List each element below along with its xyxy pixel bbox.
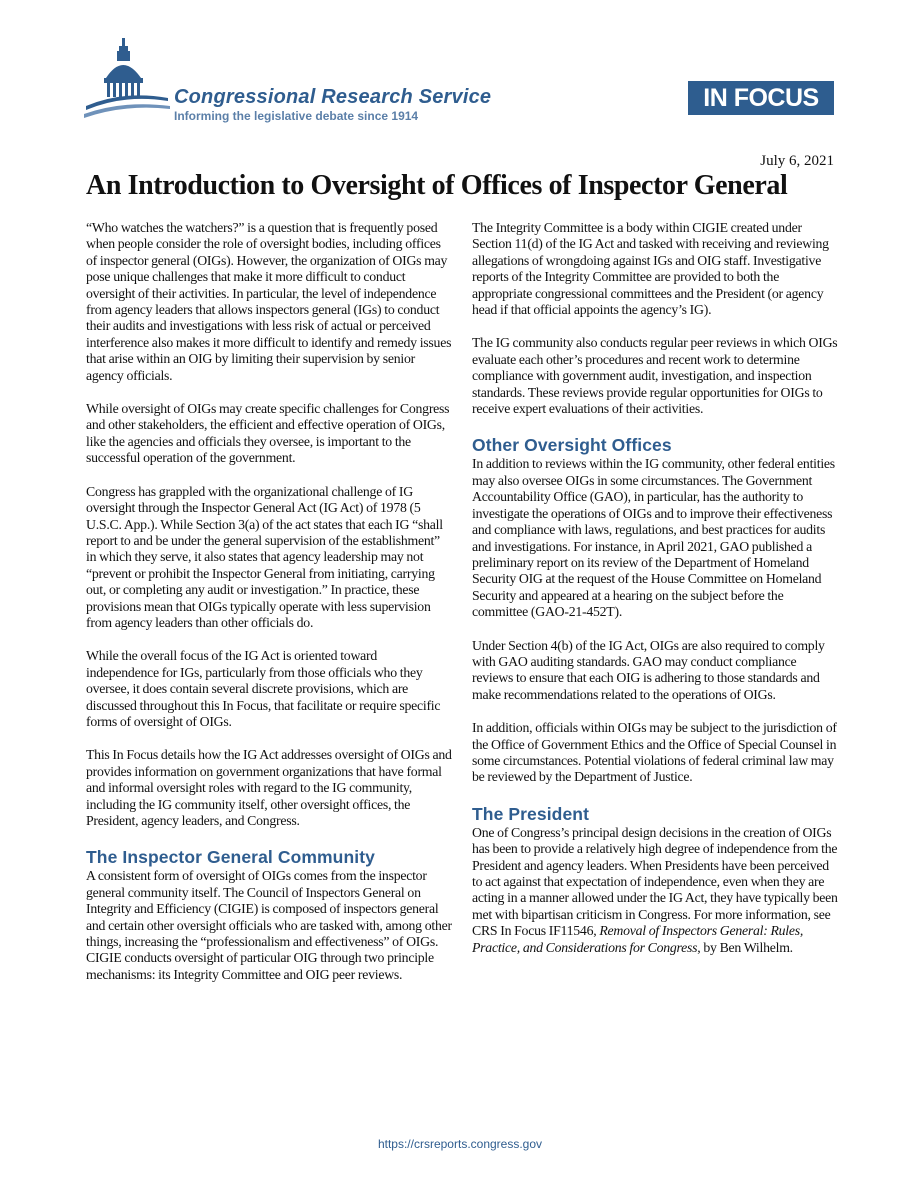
paragraph: This In Focus details how the IG Act addresses oversight of OIGs and provides information on government organizations that have formal and informal oversight roles with regard to the IG community, including the IG community itself, other oversight offices, the President, agency leaders, and Congress. xyxy=(86,747,452,828)
section-heading-president: The President xyxy=(472,803,590,824)
org-name: Congressional Research Service xyxy=(174,86,492,108)
paragraph: While the overall focus of the IG Act is oriented toward independence for IGs, particularly from those officials who they oversee, it does contain several discrete provisions, which are discussed throughout this In Focus, that facilitate or require specific forms of oversight of OIGs. xyxy=(86,648,441,729)
paragraph-text: One of Congress’s principal design decisions in the creation of OIGs has been to provide a relatively high degree of independence from the President and agency leaders. When Presidents have been perceived to act against that expectation of independence, even when they are acting in a manner allowed under the IG Act, they have typically been met with bipartisan criticism in Congress. For more information, see CRS In Focus IF11546, xyxy=(472,824,838,939)
report-title-reference: Removal of Inspectors General: Rules, Practice, and Considerations for Congress xyxy=(472,923,804,955)
right-column xyxy=(472,220,838,973)
paragraph: In addition, officials within OIGs may be subject to the jurisdiction of the Office of Government Ethics and the Office of Special Counsel in some circumstances. Potential violations of federal criminal law may be reviewed by the Department of Justice. xyxy=(472,720,837,785)
capitol-dome-icon xyxy=(84,38,170,120)
paragraph: In addition to reviews within the IG community, other federal entities may also oversee OIGs in some circumstances. The Government Accountability Office (GAO), in particular, has the authority to investigate the operations of OIGs and to improve their effectiveness and compliance with laws, regulations, and best practices for audits and investigations. For instance, in April 2021, GAO published a preliminary report on its review of the Department of Homeland Security OIG at the request of the House Committee on Homeland Security and appeared at a hearing on the subject before the committee (GAO-21-452T). xyxy=(472,456,835,620)
page-header xyxy=(0,0,920,140)
paragraph xyxy=(472,825,838,956)
left-column xyxy=(86,220,452,1000)
paragraph: The IG community also conducts regular peer reviews in which OIGs evaluate each other’s procedures and recent work to determine compliance with government audit, investigation, and inspection standards. These reviews provide regular opportunities for OIGs to receive expert evaluations of their activities. xyxy=(472,335,838,417)
paragraph: Congress has grappled with the organizational challenge of IG oversight through the Inspector General Act (IG Act) of 1978 (5 U.S.C. App.). While Section 3(a) of the act states that each IG “shall report to and be under the general supervision of the establishment” in which they serve, it also states that agency leadership may not “prevent or prohibit the Inspector General from initiating, carrying out, or completing any audit or investigation.” In practice, these provisions mean that OIGs typically operate with less supervision from agency leaders than other officials do. xyxy=(86,483,443,630)
in-focus-badge: IN FOCUS xyxy=(688,81,834,115)
paragraph: “Who watches the watchers?” is a question that is frequently posed when people consider the role of oversight bodies, including offices of inspector general (OIGs). However, the organization of OIGs may pose unique challenges that make it more difficult to conduct oversight of their activities. In particular, the level of independence from agency leaders that allows inspectors general (IGs) to conduct their audits and investigations with less risk of actual or perceived interference also makes it more difficult to identify and remedy issues that arise within an OIG by limiting their supervision by senior agency officials. xyxy=(86,220,452,383)
org-tagline: Informing the legislative debate since 1914 xyxy=(174,109,419,123)
paragraph-text-tail: , by Ben Wilhelm. xyxy=(697,939,793,955)
paragraph: The Integrity Committee is a body within CIGIE created under Section 11(d) of the IG Act and tasked with receiving and reviewing allegations of wrongdoing against IGs and OIG staff. Investigative reports of the Integrity Committee are provided to both the appropriate congressional committees and the President (or agency head if that official appoints the agency’s IG). xyxy=(472,220,829,318)
section-heading-other-oversight: Other Oversight Offices xyxy=(472,435,672,456)
page-title: An Introduction to Oversight of Offices of Inspector General xyxy=(86,170,788,201)
paragraph: While oversight of OIGs may create specific challenges for Congress and other stakeholders, the efficient and effective operation of OIGs, like the agencies and officials they oversee, is important to the successful operation of the government. xyxy=(86,401,450,466)
publication-date: July 6, 2021 xyxy=(760,153,834,169)
paragraph: A consistent form of oversight of OIGs comes from the inspector general community itself. The Council of Inspectors General on Integrity and Efficiency (CIGIE) is composed of inspectors general and certain other oversight officials who are tasked with, among other things, increasing the “professionalism and effectiveness” of OIGs. CIGIE conducts oversight of particular OIG through two principle mechanisms: its Integrity Committee and OIG peer reviews. xyxy=(86,868,452,982)
footer-url-link[interactable]: https://crsreports.congress.gov xyxy=(377,1137,543,1151)
paragraph: Under Section 4(b) of the IG Act, OIGs are also required to comply with GAO auditing standards. GAO may conduct compliance reviews to ensure that each OIG is adhering to those standards and make recommendations related to the operations of OIGs. xyxy=(472,637,825,702)
section-heading-ig-community: The Inspector General Community xyxy=(86,847,375,868)
